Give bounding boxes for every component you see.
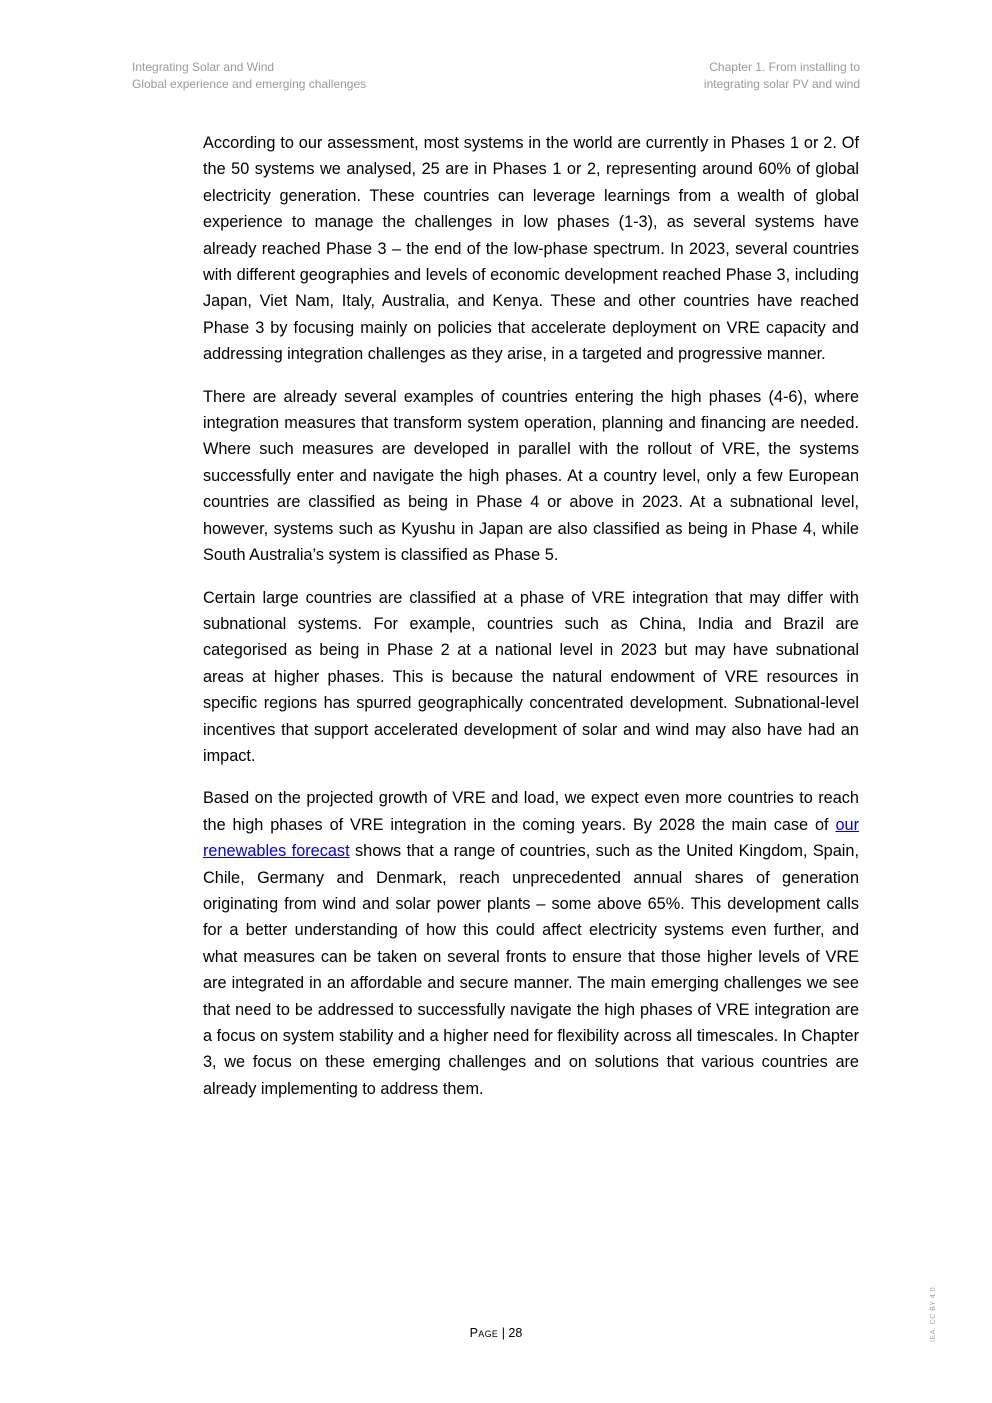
report-title: Integrating Solar and Wind <box>132 60 275 74</box>
page-separator: | <box>498 1326 509 1340</box>
chapter-title-line2: integrating solar PV and wind <box>703 77 860 91</box>
running-header-left <box>132 59 366 93</box>
paragraph-1: According to our assessment, most systems in the world are currently in Phases 1 or 2. Of the 50 systems we analysed, 25 are in Phases 1 or 2, representing around 60% of global electricity generation. These countries can leverage learnings from a wealth of global experience to manage the challenges in low phases (1-3), as several systems have already reached Phase 3 – the end of the low-phase spectrum. In 2023, several countries with different geographies and levels of economic development reached Phase 3, including Japan, Viet Nam, Italy, Australia, and Kenya. These and other countries have reached Phase 3 by focusing mainly on policies that accelerate deployment on VRE capacity and addressing integration challenges as they arise, in a targeted and progressive manner. <box>203 134 859 364</box>
paragraph-4-text-end: shows that a range of countries, such as the United Kingdom, Spain, Chile, Germany and Denmark, reach unprecedented annual shares of generation originating from wind and solar power plants – some above 65%. This development calls for a better understanding of how this could affect electricity systems even further, and what measures can be taken on several fronts to ensure that those higher levels of VRE are integrated in an affordable and secure manner. The main emerging challenges we see that need to be addressed to successfully navigate the high phases of VRE integration are a focus on system stability and a higher need for flexibility across all timescales. In Chapter 3, we focus on these emerging challenges and on solutions that various countries are already implementing to address them. <box>203 842 859 1098</box>
license-notice: IEA. CC BY 4.0. <box>930 1284 937 1342</box>
report-subtitle: Global experience and emerging challenges <box>132 77 367 91</box>
paragraph-2: There are already several examples of countries entering the high phases (4-6), where integration measures that transform system operation, planning and financing are needed. Where such measures are developed in parallel with the rollout of VRE, the systems successfully enter and navigate the high phases. At a country level, only a few European countries are classified as being in Phase 4 or above in 2023. At a subnational level, however, systems such as Kyushu in Japan are also classified as being in Phase 4, while South Australia’s system is classified as Phase 5. <box>203 387 859 565</box>
paragraph-3: Certain large countries are classified at a phase of VRE integration that may differ with subnational systems. For example, countries such as China, India and Brazil are categorised as being in Phase 2 at a national level in 2023 but may have subnational areas at higher phases. This is because the natural endowment of VRE resources in specific regions has spurred geographically concentrated development. Subnational-level incentives that support accelerated development of solar and wind may also have had an impact. <box>203 588 859 765</box>
main-content <box>203 130 859 1118</box>
page-footer <box>0 1326 992 1340</box>
renewables-forecast-link[interactable]: our renewables forecast <box>203 815 859 861</box>
page-label: Page <box>469 1326 499 1340</box>
chapter-title-line1: Chapter 1. From installing to <box>709 60 860 74</box>
running-header-right <box>704 59 860 93</box>
page-number: 28 <box>508 1326 523 1340</box>
paragraph-4-text-start: Based on the projected growth of VRE and load, we expect even more countries to reach the high phases of VRE integration in the coming years. By 2028 the main case of <box>203 789 859 834</box>
paragraph-4 <box>203 785 859 1102</box>
